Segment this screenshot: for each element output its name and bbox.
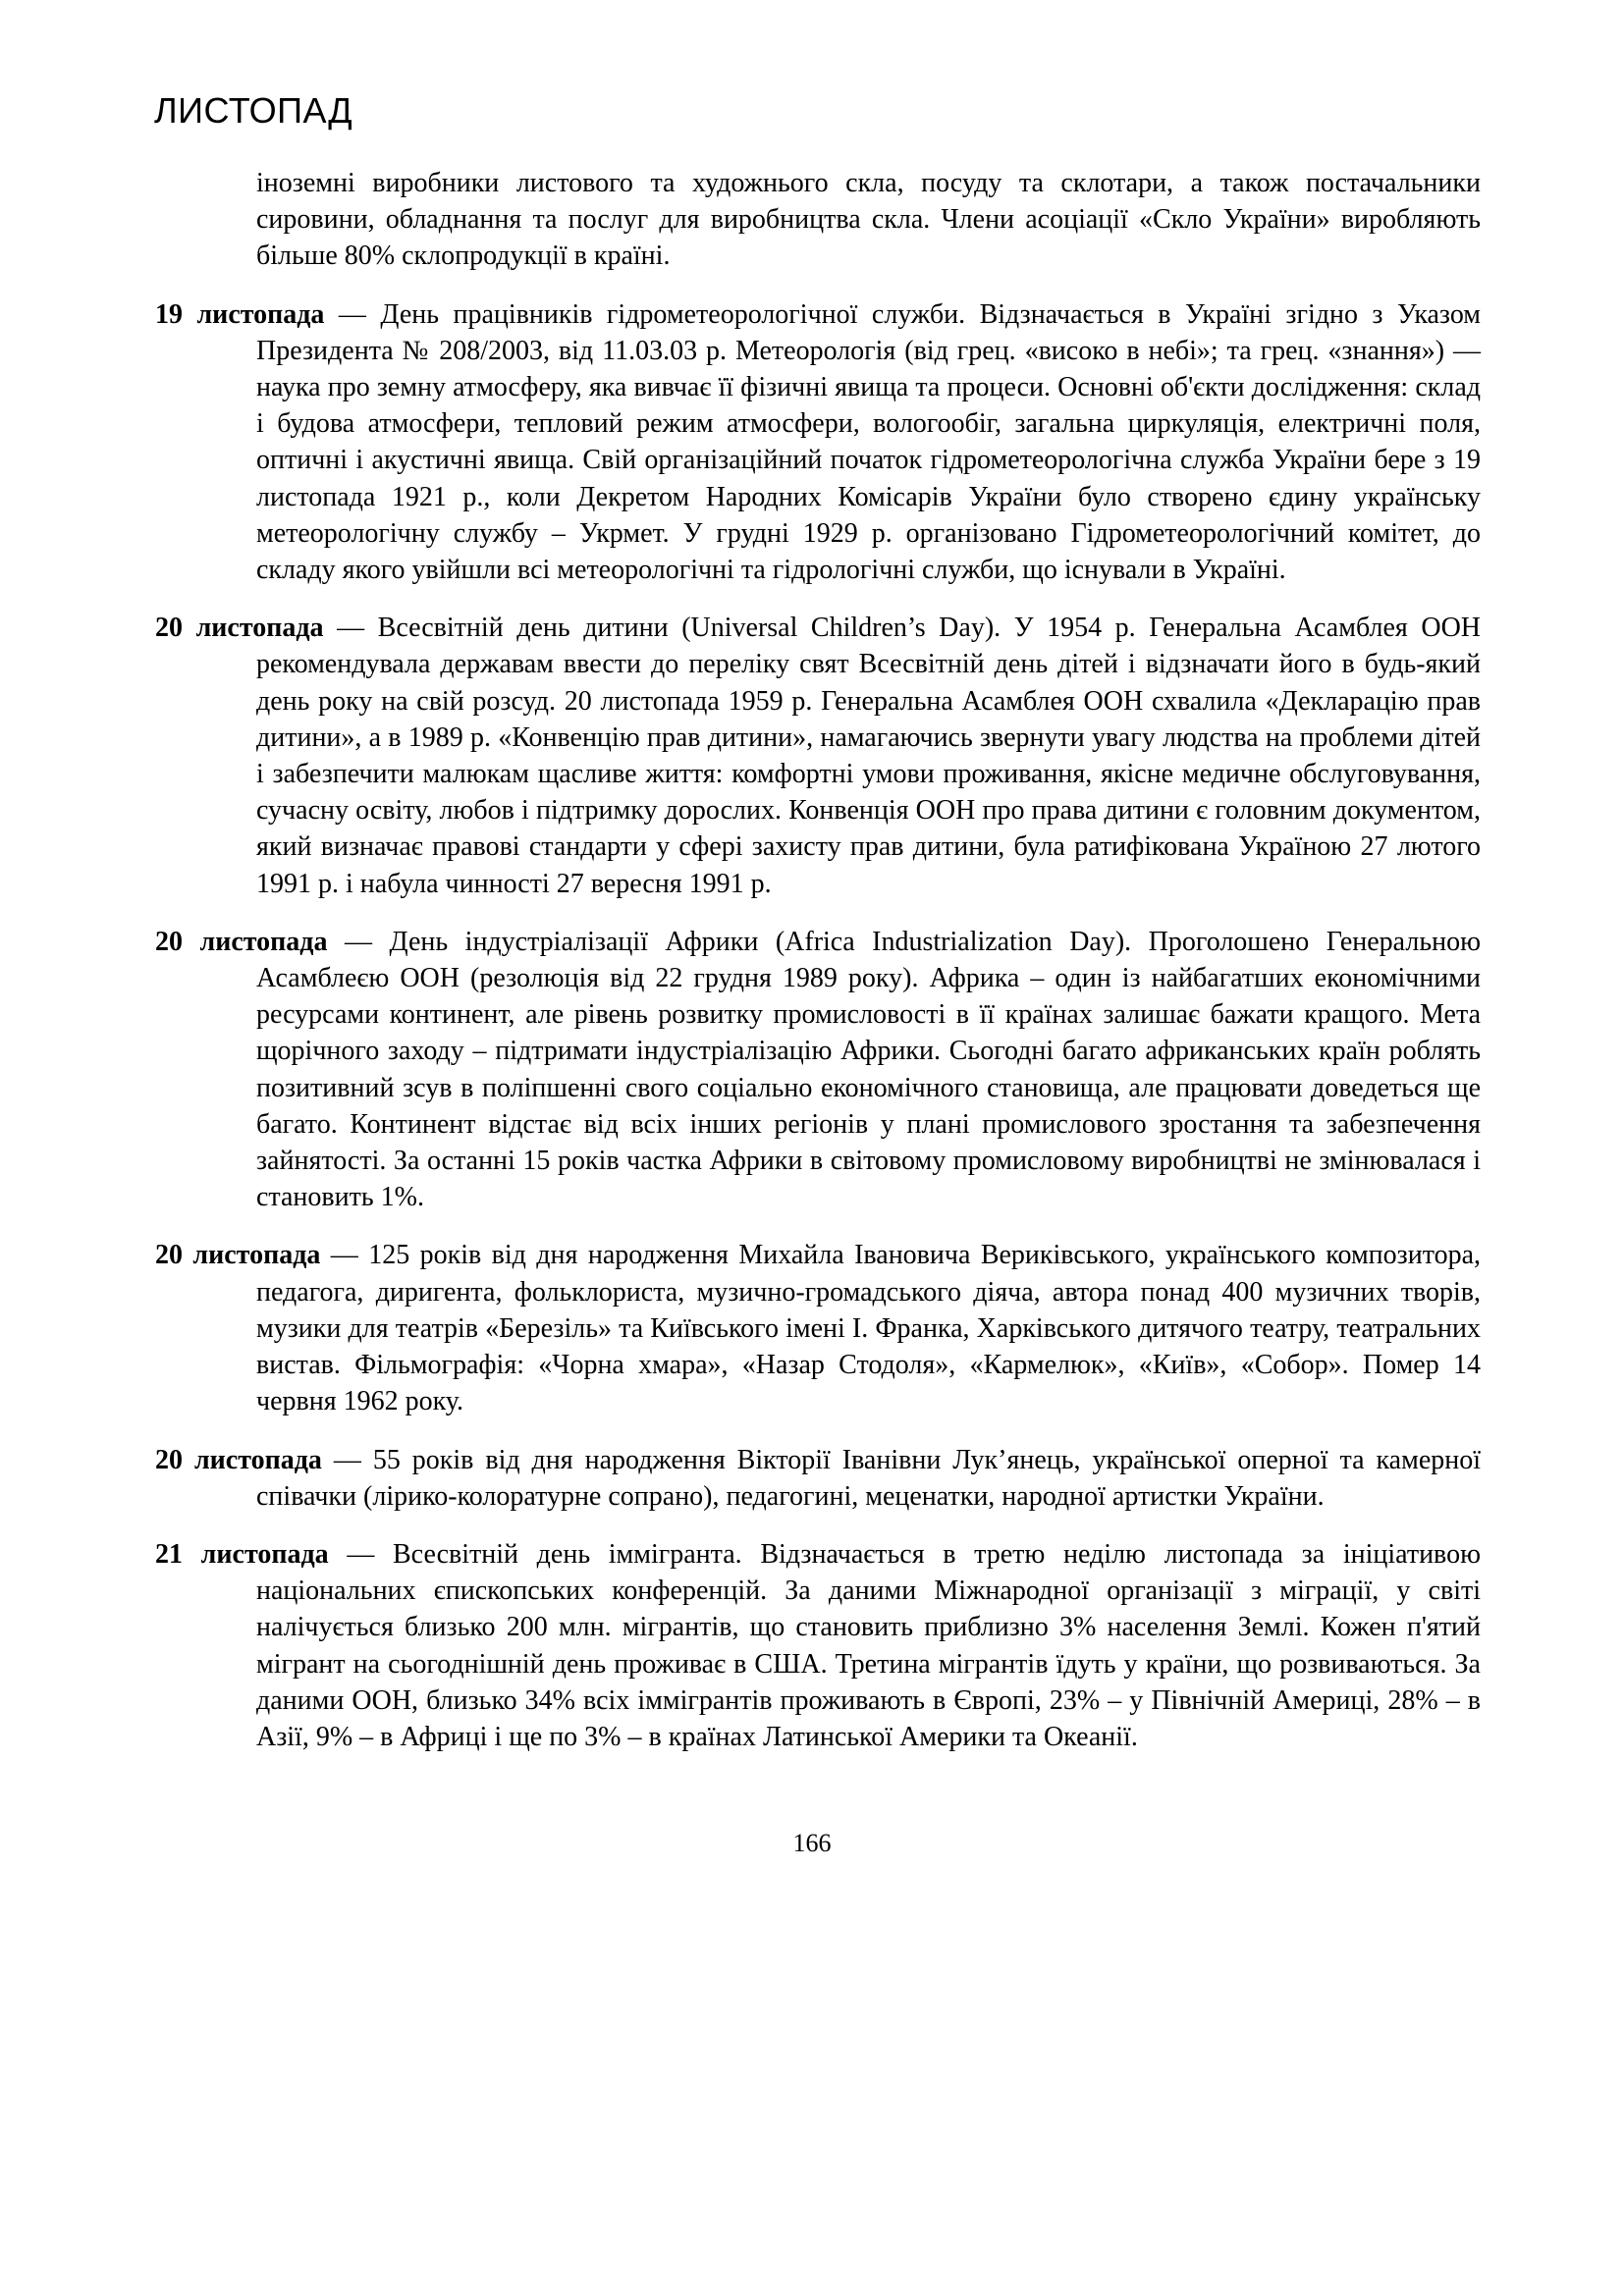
entry-text: — День працівників гідрометеорологічної служби. Відзначається в Україні згідно з Указом Президента № 208/2003, від 11.03.03 р. Метеорологія (від грец. «високо в небі»; та грец. «знання») — наука про земну атмосферу, яка вивчає її фізичні явища та процеси. Основні об'єкти дослідження: склад і будова атмосфери, тепловий режим атмосфери, вологообіг, загальна циркуляція, електричні поля, оптичні і акустичні явища. Свій організаційний початок гідрометеорологічна служба України бере з 19 листопада 1921 р., коли Декретом Народних Комісарів України було створено єдину українську метеорологічну службу – Укрмет. У грудні 1929 р. організовано Гідрометеорологічний комітет, до складу якого увійшли всі метеорологічні та гідрологічні служби, що існували в Україні.: [256, 298, 1482, 586]
page-title: ЛИСТОПАД: [154, 90, 353, 131]
entry-text: — Всесвітній день іммігранта. Відзначається в третю неділю листопада за ініціативою національних єпископських конференцій. За даними Міжнародної організації з міграції, у світі налічується близько 200 млн. мігрантів, що становить приблизно 3% населення Землі. Кожен п'ятий мігрант на сьогоднішній день проживає в США. Третина мігрантів їдуть у країни, що розвиваються. За даними ООН, близько 34% всіх іммігрантів проживають в Європі, 23% – у Північній Америці, 28% – в Азії, 9% – в Африці і ще по 3% – в країнах Латинської Америки та Океанії.: [256, 1538, 1482, 1752]
entry-text: — День індустріалізації Африки (Africa Industrialization Day). Проголошено Генеральною Асамблеєю ООН (резолюція від 22 грудня 1989 року). Африка – один із найбагатших економічними ресурсами континент, але рівень розвитку промисловості в її країнах залишає бажати кращого. Мета щорічного заходу – підтримати індустріалізацію Африки. Сьогодні багато африканських країн роблять позитивний зсув в поліпшенні свого соціально економічного становища, але працювати доведеться ще багато. Континент відстає від всіх інших регіонів у плані промислового зростання та забезпечення зайнятості. За останні 15 років частка Африки в світовому промисловому виробництві не змінювалася і становить 1%.: [256, 926, 1481, 1213]
entry-date: 20 листопада: [155, 613, 324, 644]
entry-date: 20 листопада: [155, 926, 328, 957]
calendar-entry: [155, 1536, 1481, 1755]
entry-text: — 125 років від дня народження Михайла Івановича Вериківського, українського композитора, педагога, диригента, фольклориста, музично-громадського діяча, автора понад 400 музичних творів, музики для театрів «Березіль» та Київського імені І. Франка, Харківського дитячого театру, театральних вистав. Фільмографія: «Чорна хмара», «Назар Стодоля», «Кармелюк», «Київ», «Собор». Помер 14 червня 1962 року.: [256, 1240, 1481, 1417]
calendar-entry: [155, 610, 1481, 902]
entry-text: — 55 років від дня народження Вікторії Іванівни Лук’янець, української оперної та камерної співачки (лірико-колоратурне сопрано), педагогині, меценатки, народної артистки України.: [256, 1444, 1482, 1512]
calendar-entry: [155, 1237, 1481, 1419]
continued-paragraph: іноземні виробники листового та художнього скла, посуду та склотари, а також постачальники сировини, обладнання та послуг для виробництва скла. Члени асоціації «Скло України» виробляють більше 80% склопродукції в країні.: [256, 168, 1481, 272]
entry-date: 21 листопада: [155, 1538, 329, 1570]
entry-text: — Всесвітній день дитини (Universal Children’s Day). У 1954 р. Генеральна Асамблея ООН рекомендувала державам ввести до переліку свят Всесвітній день дітей і відзначати його в будь-який день року на свій розсуд. 20 листопада 1959 р. Генеральна Асамблея ООН схвалила «Декларацію прав дитини», а в 1989 р. «Конвенцію прав дитини», намагаючись звернути увагу людства на проблеми дітей і забезпечити малюкам щасливе життя: комфортні умови проживання, якісне медичне обслуговування, сучасну освіту, любов і підтримку дорослих. Конвенція ООН про права дитини є головним документом, який визначає правові стандарти у сфері захисту прав дитини, була ратифікована Україною 27 лютого 1991 р. і набула чинності 27 вересня 1991 р.: [256, 613, 1482, 899]
entry-date: 20 листопада: [155, 1240, 321, 1271]
page-content: [155, 165, 1481, 1777]
calendar-entry: [155, 924, 1481, 1216]
calendar-entry: [155, 296, 1481, 589]
entry-date: 20 листопада: [155, 1444, 322, 1475]
page-number: 166: [792, 1829, 832, 1857]
calendar-entry: [155, 1442, 1481, 1515]
entry-date: 19 листопада: [155, 298, 325, 330]
